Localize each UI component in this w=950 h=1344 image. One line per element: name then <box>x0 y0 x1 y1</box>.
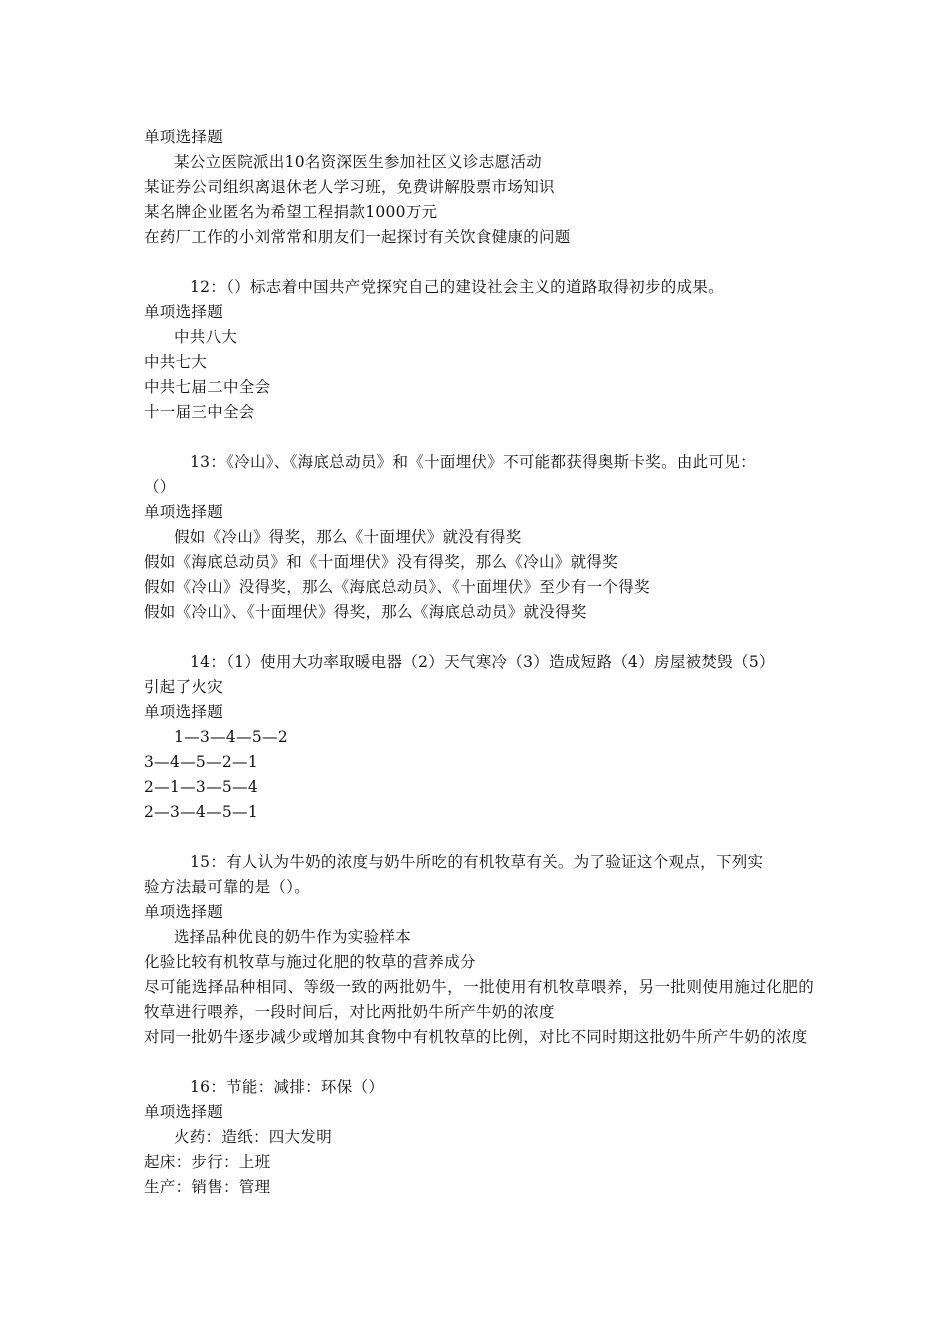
option-c: 2—1—3—5—4 <box>144 778 259 796</box>
option-b: 假如《海底总动员》和《十面埋伏》没有得奖，那么《冷山》就得奖 <box>144 553 619 571</box>
question-block-14 <box>144 650 814 825</box>
document-content <box>144 125 814 1200</box>
option-c: 假如《冷山》没得奖，那么《海底总动员》、《十面埋伏》至少有一个得奖 <box>144 578 650 596</box>
question-stem: 12：（）标志着中国共产党探究自己的建设社会主义的道路取得初步的成果。 <box>190 278 724 296</box>
question-block-16 <box>144 1075 814 1200</box>
option-d: 假如《冷山》、《十面埋伏》得奖，那么《海底总动员》就没得奖 <box>144 603 587 621</box>
question-stem-line1: 15：有人认为牛奶的浓度与奶牛所吃的有机牧草有关。为了验证这个观点，下列实 <box>190 853 764 871</box>
option-b: 3—4—5—2—1 <box>144 753 259 771</box>
option-a: 火药：造纸：四大发明 <box>174 1128 333 1146</box>
question-stem-line2: （） <box>144 478 176 496</box>
question-stem-line1: 13：《冷山》、《海底总动员》和《十面埋伏》不可能都获得奥斯卡奖。由此可见： <box>190 453 756 471</box>
option-a: 中共八大 <box>174 328 238 346</box>
option-c: 生产：销售：管理 <box>144 1178 271 1196</box>
option-d: 对同一批奶牛逐步减少或增加其食物中有机牧草的比例，对比不同时期这批奶牛所产牛奶的浓度 <box>144 1028 808 1046</box>
question-type-label: 单项选择题 <box>144 703 224 721</box>
option-b: 中共七大 <box>144 353 208 371</box>
question-type-label: 单项选择题 <box>144 1103 224 1121</box>
question-block-12 <box>144 275 814 425</box>
option-d: 2—3—4—5—1 <box>144 803 259 821</box>
option-b: 某证券公司组织离退休老人学习班，免费讲解股票市场知识 <box>144 178 555 196</box>
question-type-label: 单项选择题 <box>144 503 224 521</box>
option-d: 十一届三中全会 <box>144 403 255 421</box>
option-c: 尽可能选择品种相同、等级一致的两批奶牛，一批使用有机牧草喂养，另一批则使用施过化肥的牧草进行喂养，一段时间后，对比两批奶牛所产牛奶的浓度 <box>144 978 814 1021</box>
option-a: 某公立医院派出10名资深医生参加社区义诊志愿活动 <box>174 153 542 171</box>
option-a: 1—3—4—5—2 <box>174 728 289 746</box>
question-block-11 <box>144 125 814 250</box>
option-b: 化验比较有机牧草与施过化肥的牧草的营养成分 <box>144 953 476 971</box>
question-block-13 <box>144 450 814 625</box>
option-c: 中共七届二中全会 <box>144 378 271 396</box>
question-stem-line2: 验方法最可靠的是（）。 <box>144 878 311 896</box>
question-block-15 <box>144 850 814 1050</box>
option-a: 选择品种优良的奶牛作为实验样本 <box>174 928 412 946</box>
question-type-label: 单项选择题 <box>144 128 224 146</box>
option-c: 某名牌企业匿名为希望工程捐款1000万元 <box>144 203 438 221</box>
option-b: 起床：步行：上班 <box>144 1153 271 1171</box>
question-type-label: 单项选择题 <box>144 903 224 921</box>
question-stem-line2: 引起了火灾 <box>144 678 224 696</box>
question-stem-line1: 14：（1）使用大功率取暖电器（2）天气寒冷（3）造成短路（4）房屋被焚毁（5） <box>190 653 775 671</box>
option-d: 在药厂工作的小刘常常和朋友们一起探讨有关饮食健康的问题 <box>144 228 571 246</box>
option-a: 假如《冷山》得奖，那么《十面埋伏》就没有得奖 <box>174 528 522 546</box>
question-type-label: 单项选择题 <box>144 303 224 321</box>
question-stem: 16：节能：减排：环保（） <box>190 1078 385 1096</box>
